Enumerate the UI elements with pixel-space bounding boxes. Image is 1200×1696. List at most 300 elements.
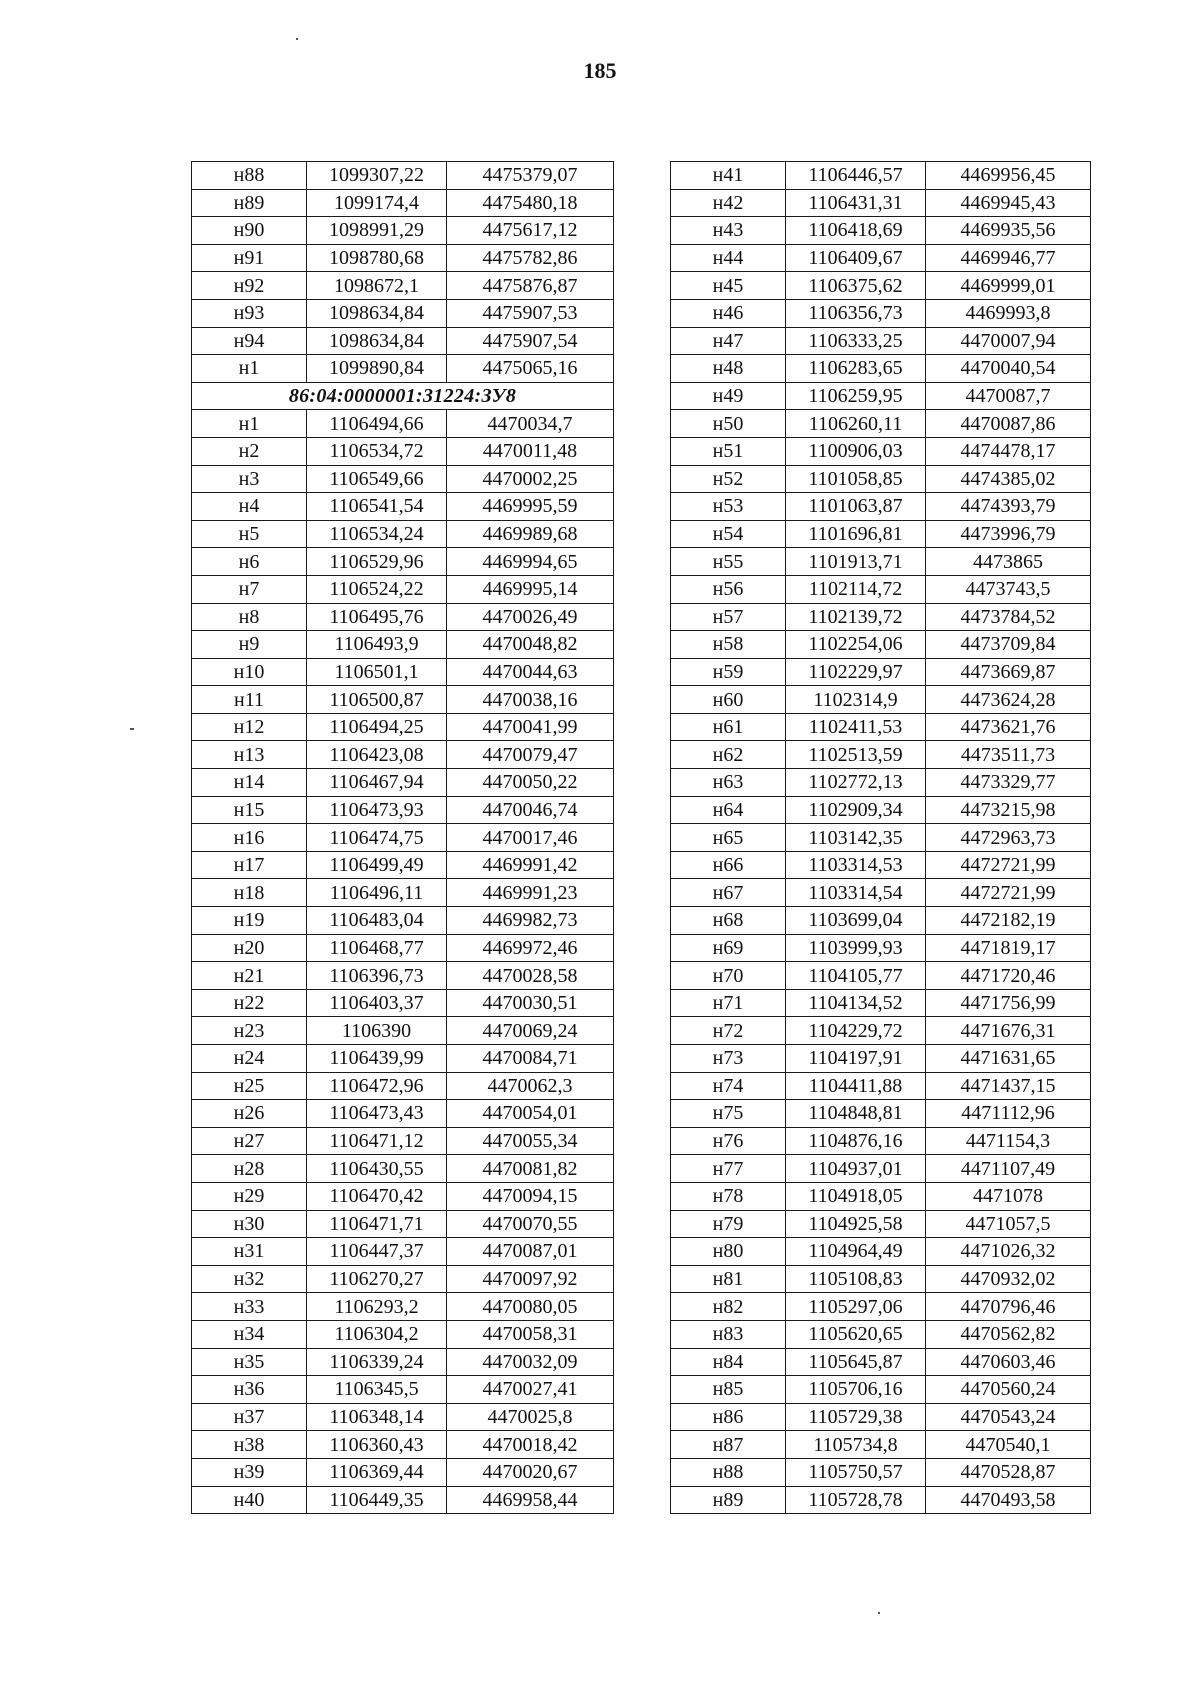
y-coordinate-cell: 4475617,12 [447,217,614,245]
x-coordinate-cell: 1101913,71 [786,548,926,576]
y-coordinate-cell: 4469999,01 [926,272,1091,300]
y-coordinate-cell: 4470026,49 [447,603,614,631]
y-coordinate-cell: 4470080,05 [447,1293,614,1321]
y-coordinate-cell: 4471107,49 [926,1155,1091,1183]
x-coordinate-cell: 1106283,65 [786,355,926,383]
table-row [671,410,1091,438]
x-coordinate-cell: 1106496,11 [307,879,447,907]
x-coordinate-cell: 1102139,72 [786,603,926,631]
x-coordinate-cell: 1106390 [307,1017,447,1045]
y-coordinate-cell: 4470062,3 [447,1072,614,1100]
y-coordinate-cell: 4473784,52 [926,603,1091,631]
x-coordinate-cell: 1105750,57 [786,1458,926,1486]
y-coordinate-cell: 4471720,46 [926,962,1091,990]
x-coordinate-cell: 1106446,57 [786,162,926,190]
y-coordinate-cell: 4469989,68 [447,520,614,548]
x-coordinate-cell: 1106375,62 [786,272,926,300]
y-coordinate-cell: 4470041,99 [447,713,614,741]
x-coordinate-cell: 1106339,24 [307,1348,447,1376]
point-id-cell: н86 [671,1403,786,1431]
y-coordinate-cell: 4470011,48 [447,437,614,465]
page-number: 185 [583,58,617,83]
x-coordinate-cell: 1106403,37 [307,989,447,1017]
table-row [192,934,614,962]
x-coordinate-cell: 1106468,77 [307,934,447,962]
point-id-cell: н83 [671,1320,786,1348]
y-coordinate-cell: 4470070,55 [447,1210,614,1238]
y-coordinate-cell: 4469994,65 [447,548,614,576]
x-coordinate-cell: 1106369,44 [307,1458,447,1486]
table-row [671,989,1091,1017]
point-id-cell: н21 [192,962,307,990]
x-coordinate-cell: 1102314,9 [786,686,926,714]
x-coordinate-cell: 1106494,25 [307,713,447,741]
point-id-cell: н64 [671,796,786,824]
table-row [671,1238,1091,1266]
y-coordinate-cell: 4470027,41 [447,1376,614,1404]
y-coordinate-cell: 4475907,53 [447,299,614,327]
x-coordinate-cell: 1106493,9 [307,631,447,659]
point-id-cell: н88 [671,1458,786,1486]
x-coordinate-cell: 1104964,49 [786,1238,926,1266]
point-id-cell: н19 [192,907,307,935]
table-row [671,1210,1091,1238]
table-row [671,1127,1091,1155]
point-id-cell: н32 [192,1265,307,1293]
table-row [192,1293,614,1321]
x-coordinate-cell: 1106534,72 [307,437,447,465]
table-row [192,244,614,272]
x-coordinate-cell: 1099890,84 [307,355,447,383]
point-id-cell: н28 [192,1155,307,1183]
table-row [192,1127,614,1155]
y-coordinate-cell: 4469991,42 [447,851,614,879]
point-id-cell: н41 [671,162,786,190]
point-id-cell: н15 [192,796,307,824]
point-id-cell: н40 [192,1486,307,1514]
table-row [192,1100,614,1128]
point-id-cell: н36 [192,1376,307,1404]
table-row [192,327,614,355]
x-coordinate-cell: 1104918,05 [786,1182,926,1210]
table-row [671,465,1091,493]
y-coordinate-cell: 4473511,73 [926,741,1091,769]
y-coordinate-cell: 4470028,58 [447,962,614,990]
table-row [192,713,614,741]
point-id-cell: н56 [671,575,786,603]
x-coordinate-cell: 1106333,25 [786,327,926,355]
table-row [671,879,1091,907]
point-id-cell: н48 [671,355,786,383]
x-coordinate-cell: 1104937,01 [786,1155,926,1183]
table-row [671,713,1091,741]
table-row [192,1265,614,1293]
point-id-cell: н89 [671,1486,786,1514]
x-coordinate-cell: 1106430,55 [307,1155,447,1183]
table-row [192,1182,614,1210]
y-coordinate-cell: 4471154,3 [926,1127,1091,1155]
y-coordinate-cell: 4474393,79 [926,493,1091,521]
table-row [671,1376,1091,1404]
x-coordinate-cell: 1098634,84 [307,327,447,355]
point-id-cell: н34 [192,1320,307,1348]
table-row [671,272,1091,300]
x-coordinate-cell: 1098780,68 [307,244,447,272]
table-row [671,1017,1091,1045]
point-id-cell: н72 [671,1017,786,1045]
point-id-cell: н54 [671,520,786,548]
x-coordinate-cell: 1106439,99 [307,1045,447,1073]
scan-speck [130,728,134,730]
table-row [671,493,1091,521]
y-coordinate-cell: 4470087,01 [447,1238,614,1266]
point-id-cell: н29 [192,1182,307,1210]
y-coordinate-cell: 4470020,67 [447,1458,614,1486]
y-coordinate-cell: 4475782,86 [447,244,614,272]
table-row [192,520,614,548]
point-id-cell: н24 [192,1045,307,1073]
x-coordinate-cell: 1106409,67 [786,244,926,272]
table-row [671,355,1091,383]
point-id-cell: н12 [192,713,307,741]
y-coordinate-cell: 4470084,71 [447,1045,614,1073]
x-coordinate-cell: 1098634,84 [307,299,447,327]
table-row [671,1293,1091,1321]
table-row [192,1320,614,1348]
x-coordinate-cell: 1102772,13 [786,769,926,797]
table-row [192,410,614,438]
table-row [192,1403,614,1431]
table-row [192,162,614,190]
table-row [671,603,1091,631]
y-coordinate-cell: 4473621,76 [926,713,1091,741]
table-row [192,548,614,576]
y-coordinate-cell: 4471112,96 [926,1100,1091,1128]
y-coordinate-cell: 4470025,8 [447,1403,614,1431]
point-id-cell: н80 [671,1238,786,1266]
point-id-cell: н94 [192,327,307,355]
point-id-cell: н26 [192,1100,307,1128]
table-row [192,1348,614,1376]
y-coordinate-cell: 4471819,17 [926,934,1091,962]
x-coordinate-cell: 1105620,65 [786,1320,926,1348]
y-coordinate-cell: 4471057,5 [926,1210,1091,1238]
table-row [192,1458,614,1486]
x-coordinate-cell: 1106495,76 [307,603,447,631]
y-coordinate-cell: 4470054,01 [447,1100,614,1128]
table-row [671,1320,1091,1348]
y-coordinate-cell: 4470034,7 [447,410,614,438]
table-row [671,934,1091,962]
table-row [671,1072,1091,1100]
table-row [192,658,614,686]
y-coordinate-cell: 4473669,87 [926,658,1091,686]
table-row [192,907,614,935]
x-coordinate-cell: 1106293,2 [307,1293,447,1321]
table-row [671,741,1091,769]
x-coordinate-cell: 1102411,53 [786,713,926,741]
point-id-cell: н31 [192,1238,307,1266]
y-coordinate-cell: 4470050,22 [447,769,614,797]
point-id-cell: н84 [671,1348,786,1376]
point-id-cell: н5 [192,520,307,548]
table-row [192,769,614,797]
y-coordinate-cell: 4473865 [926,548,1091,576]
x-coordinate-cell: 1104876,16 [786,1127,926,1155]
x-coordinate-cell: 1102229,97 [786,658,926,686]
point-id-cell: н23 [192,1017,307,1045]
y-coordinate-cell: 4471078 [926,1182,1091,1210]
y-coordinate-cell: 4469945,43 [926,189,1091,217]
y-coordinate-cell: 4469993,8 [926,299,1091,327]
table-row [671,851,1091,879]
point-id-cell: н18 [192,879,307,907]
x-coordinate-cell: 1106360,43 [307,1431,447,1459]
x-coordinate-cell: 1106270,27 [307,1265,447,1293]
point-id-cell: н2 [192,437,307,465]
table-row [192,603,614,631]
table-row [671,189,1091,217]
point-id-cell: н85 [671,1376,786,1404]
table-row [671,824,1091,852]
x-coordinate-cell: 1106259,95 [786,382,926,410]
y-coordinate-cell: 4474385,02 [926,465,1091,493]
point-id-cell: н42 [671,189,786,217]
y-coordinate-cell: 4471676,31 [926,1017,1091,1045]
point-id-cell: н17 [192,851,307,879]
y-coordinate-cell: 4470030,51 [447,989,614,1017]
point-id-cell: н68 [671,907,786,935]
point-id-cell: н8 [192,603,307,631]
table-row [671,1486,1091,1514]
table-row [192,272,614,300]
point-id-cell: н4 [192,493,307,521]
x-coordinate-cell: 1106549,66 [307,465,447,493]
y-coordinate-cell: 4470528,87 [926,1458,1091,1486]
y-coordinate-cell: 4470040,54 [926,355,1091,383]
x-coordinate-cell: 1100906,03 [786,437,926,465]
table-row [671,686,1091,714]
point-id-cell: н50 [671,410,786,438]
table-row [671,631,1091,659]
x-coordinate-cell: 1106541,54 [307,493,447,521]
x-coordinate-cell: 1104197,91 [786,1045,926,1073]
table-row [671,1348,1091,1376]
table-row [192,989,614,1017]
x-coordinate-cell: 1104925,58 [786,1210,926,1238]
y-coordinate-cell: 4470932,02 [926,1265,1091,1293]
y-coordinate-cell: 4470055,34 [447,1127,614,1155]
y-coordinate-cell: 4470002,25 [447,465,614,493]
y-coordinate-cell: 4470087,7 [926,382,1091,410]
x-coordinate-cell: 1103314,53 [786,851,926,879]
table-row [192,686,614,714]
y-coordinate-cell: 4469995,59 [447,493,614,521]
table-row [192,355,614,383]
table-row [671,575,1091,603]
x-coordinate-cell: 1105645,87 [786,1348,926,1376]
table-row [192,851,614,879]
x-coordinate-cell: 1106500,87 [307,686,447,714]
x-coordinate-cell: 1101696,81 [786,520,926,548]
table-row [671,1100,1091,1128]
y-coordinate-cell: 4470081,82 [447,1155,614,1183]
x-coordinate-cell: 1102254,06 [786,631,926,659]
x-coordinate-cell: 1103142,35 [786,824,926,852]
y-coordinate-cell: 4470032,09 [447,1348,614,1376]
x-coordinate-cell: 1104848,81 [786,1100,926,1128]
point-id-cell: н91 [192,244,307,272]
table-row [192,796,614,824]
table-row [671,1265,1091,1293]
point-id-cell: н49 [671,382,786,410]
x-coordinate-cell: 1104411,88 [786,1072,926,1100]
table-row [671,1155,1091,1183]
table-row [192,631,614,659]
point-id-cell: н20 [192,934,307,962]
x-coordinate-cell: 1105728,78 [786,1486,926,1514]
x-coordinate-cell: 1105108,83 [786,1265,926,1293]
point-id-cell: н37 [192,1403,307,1431]
point-id-cell: н39 [192,1458,307,1486]
point-id-cell: н51 [671,437,786,465]
x-coordinate-cell: 1105734,8 [786,1431,926,1459]
point-id-cell: н88 [192,162,307,190]
y-coordinate-cell: 4470079,47 [447,741,614,769]
point-id-cell: н75 [671,1100,786,1128]
point-id-cell: н81 [671,1265,786,1293]
point-id-cell: н58 [671,631,786,659]
y-coordinate-cell: 4473624,28 [926,686,1091,714]
table-row [671,548,1091,576]
point-id-cell: н65 [671,824,786,852]
y-coordinate-cell: 4473215,98 [926,796,1091,824]
x-coordinate-cell: 1106467,94 [307,769,447,797]
x-coordinate-cell: 1106345,5 [307,1376,447,1404]
table-row [192,493,614,521]
x-coordinate-cell: 1106396,73 [307,962,447,990]
point-id-cell: н76 [671,1127,786,1155]
point-id-cell: н60 [671,686,786,714]
x-coordinate-cell: 1106473,43 [307,1100,447,1128]
x-coordinate-cell: 1103314,54 [786,879,926,907]
y-coordinate-cell: 4470560,24 [926,1376,1091,1404]
x-coordinate-cell: 1106260,11 [786,410,926,438]
table-row [192,575,614,603]
x-coordinate-cell: 1098991,29 [307,217,447,245]
y-coordinate-cell: 4475379,07 [447,162,614,190]
point-id-cell: н38 [192,1431,307,1459]
point-id-cell: н89 [192,189,307,217]
table-row [671,299,1091,327]
point-id-cell: н66 [671,851,786,879]
table-row [671,962,1091,990]
y-coordinate-cell: 4469946,77 [926,244,1091,272]
x-coordinate-cell: 1106499,49 [307,851,447,879]
point-id-cell: н10 [192,658,307,686]
point-id-cell: н90 [192,217,307,245]
y-coordinate-cell: 4470048,82 [447,631,614,659]
coordinates-table-left [191,161,614,1514]
point-id-cell: н82 [671,1293,786,1321]
x-coordinate-cell: 1106534,24 [307,520,447,548]
y-coordinate-cell: 4470038,16 [447,686,614,714]
point-id-cell: н79 [671,1210,786,1238]
y-coordinate-cell: 4475876,87 [447,272,614,300]
point-id-cell: н63 [671,769,786,797]
y-coordinate-cell: 4470069,24 [447,1017,614,1045]
point-id-cell: н47 [671,327,786,355]
table-row [671,327,1091,355]
table-row [192,1155,614,1183]
x-coordinate-cell: 1106470,42 [307,1182,447,1210]
x-coordinate-cell: 1106348,14 [307,1403,447,1431]
y-coordinate-cell: 4471437,15 [926,1072,1091,1100]
table-row [671,244,1091,272]
table-row [671,382,1091,410]
table-row [192,465,614,493]
point-id-cell: н92 [192,272,307,300]
point-id-cell: н74 [671,1072,786,1100]
point-id-cell: н69 [671,934,786,962]
x-coordinate-cell: 1106473,93 [307,796,447,824]
x-coordinate-cell: 1106431,31 [786,189,926,217]
table-row [192,1376,614,1404]
point-id-cell: н77 [671,1155,786,1183]
x-coordinate-cell: 1105297,06 [786,1293,926,1321]
y-coordinate-cell: 4471026,32 [926,1238,1091,1266]
y-coordinate-cell: 4470097,92 [447,1265,614,1293]
table-row [671,658,1091,686]
x-coordinate-cell: 1102513,59 [786,741,926,769]
y-coordinate-cell: 4469995,14 [447,575,614,603]
x-coordinate-cell: 1102114,72 [786,575,926,603]
x-coordinate-cell: 1104105,77 [786,962,926,990]
x-coordinate-cell: 1101063,87 [786,493,926,521]
x-coordinate-cell: 1098672,1 [307,272,447,300]
y-coordinate-cell: 4473709,84 [926,631,1091,659]
point-id-cell: н35 [192,1348,307,1376]
x-coordinate-cell: 1099307,22 [307,162,447,190]
point-id-cell: н71 [671,989,786,1017]
table-row [192,741,614,769]
table-row [192,437,614,465]
table-row [192,879,614,907]
y-coordinate-cell: 4469991,23 [447,879,614,907]
x-coordinate-cell: 1106501,1 [307,658,447,686]
point-id-cell: н57 [671,603,786,631]
y-coordinate-cell: 4470603,46 [926,1348,1091,1376]
point-id-cell: н43 [671,217,786,245]
table-row [192,1210,614,1238]
y-coordinate-cell: 4469956,45 [926,162,1091,190]
point-id-cell: н7 [192,575,307,603]
point-id-cell: н1 [192,410,307,438]
x-coordinate-cell: 1104229,72 [786,1017,926,1045]
table-row [192,1431,614,1459]
point-id-cell: н61 [671,713,786,741]
table-row [671,1458,1091,1486]
y-coordinate-cell: 4472963,73 [926,824,1091,852]
point-id-cell: н3 [192,465,307,493]
point-id-cell: н6 [192,548,307,576]
table-row [192,962,614,990]
table-row [192,299,614,327]
x-coordinate-cell: 1106474,75 [307,824,447,852]
x-coordinate-cell: 1105729,38 [786,1403,926,1431]
x-coordinate-cell: 1106356,73 [786,299,926,327]
table-row [192,1486,614,1514]
